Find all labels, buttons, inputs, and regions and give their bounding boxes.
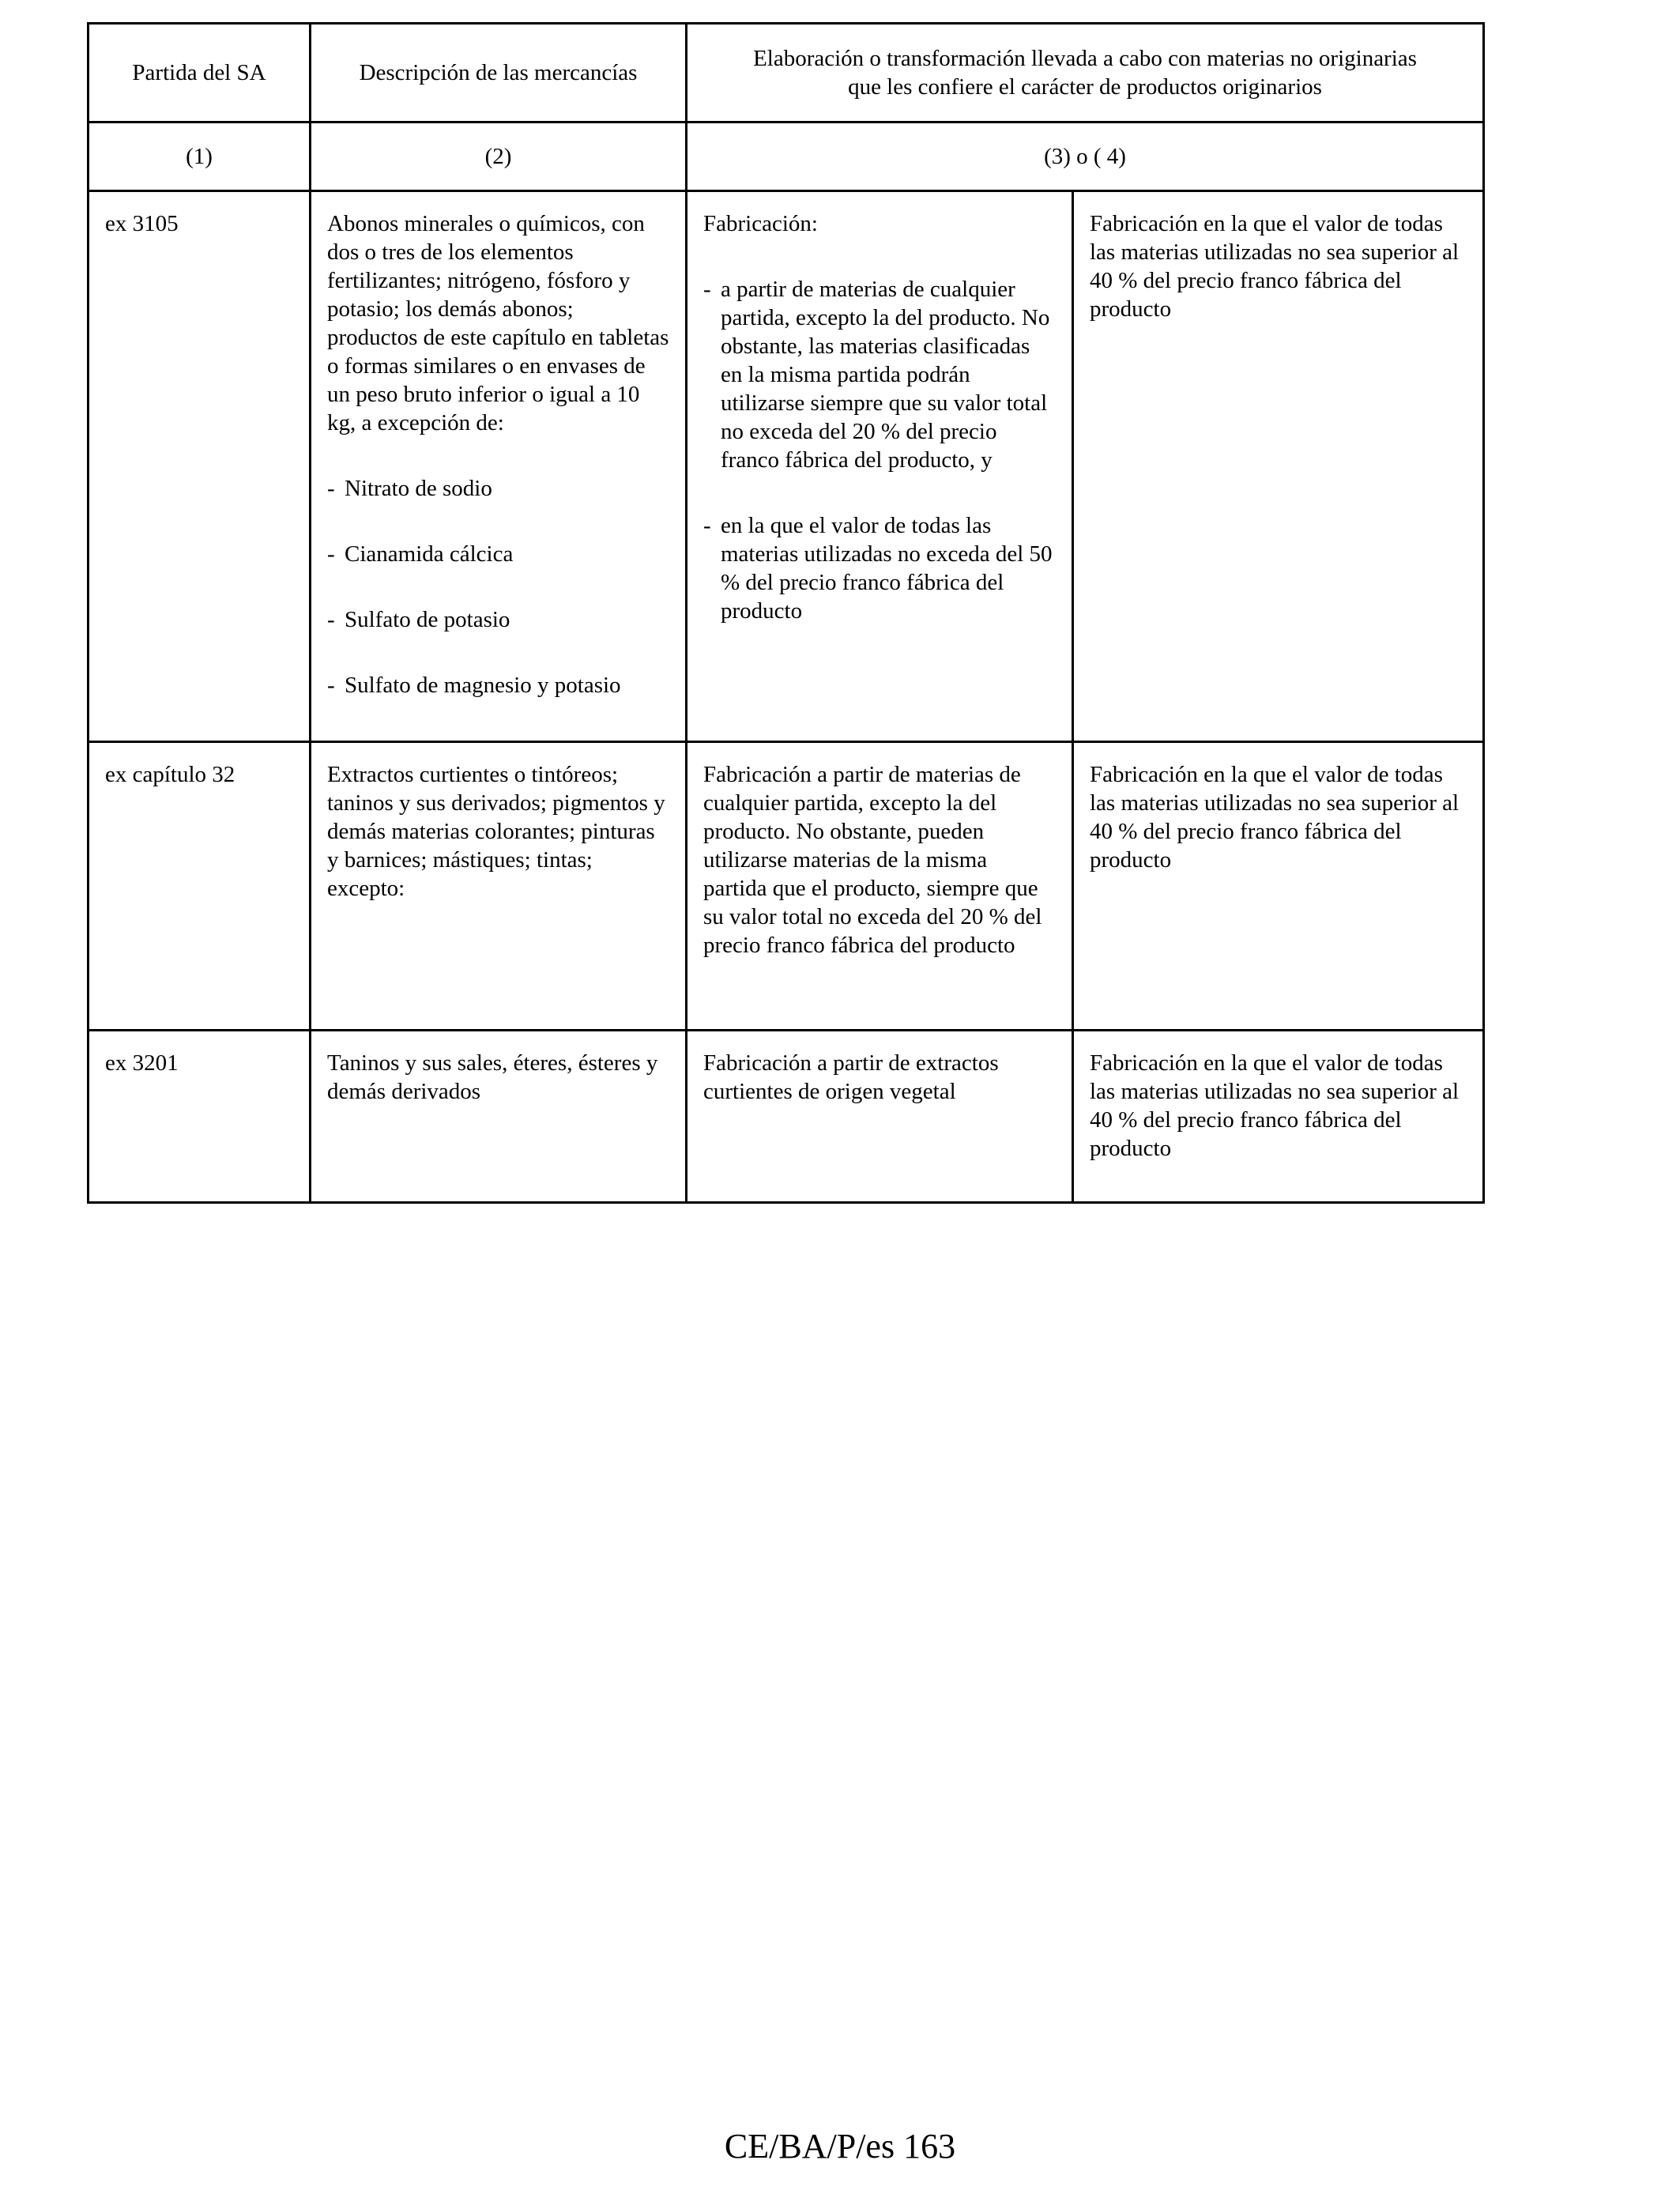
header-elaboracion (687, 24, 1484, 123)
header-elaboracion-line2: que les confiere el carácter de productos originarios (848, 74, 1322, 100)
row-alternativa: Fabricación en la que el valor de todas las materias utilizadas no sea superior al 40 % del precio franco fábrica del producto (1073, 742, 1484, 1031)
origin-rules-table (87, 22, 1485, 1204)
header-row (89, 24, 1484, 123)
column-number-2: (2) (311, 123, 687, 191)
row-partida: ex 3201 (89, 1031, 311, 1203)
row-alternativa: Fabricación en la que el valor de todas las materias utilizadas no sea superior al 40 % del precio franco fábrica del producto (1073, 1031, 1484, 1203)
row-descripcion: Extractos curtientes o tintóreos; taninos y sus derivados; pigmentos y demás materias colorantes; pinturas y barnices; mástiques; tintas; excepto: (311, 742, 687, 1031)
descripcion-text: Abonos minerales o químicos, con dos o tres de los elementos fertilizantes; nitrógeno, fósforo y potasio; los demás abonos; productos de este capítulo en tabletas o formas similares o en envases de un peso bruto inferior o igual a 10 kg, a excepción de: (327, 211, 669, 435)
header-elaboracion-line1: Elaboración o transformación llevada a cabo con materias no originarias (753, 46, 1417, 71)
row-alternativa: Fabricación en la que el valor de todas las materias utilizadas no sea superior al 40 % del precio franco fábrica del producto (1073, 191, 1484, 742)
row-elaboracion: Fabricación a partir de materias de cualquier partida, excepto la del producto. No obstante, pueden utilizarse materias de la misma partida que el producto, siempre que su valor total no exceda del 20 % del precio franco fábrica del producto (687, 742, 1073, 1031)
exception-item: - Cianamida cálcica (327, 541, 514, 567)
row-elaboracion (687, 191, 1073, 742)
page-footer-reference: CE/BA/P/es 163 (724, 2127, 956, 2166)
elaboracion-item: - a partir de materias de cualquier partida, excepto la del producto. No obstante, las materias clasificadas en la misma partida podrán utilizarse siempre que su valor total no exceda del 20 % del precio franco fábrica del producto, y (703, 277, 1050, 473)
row-descripcion: Taninos y sus sales, éteres, ésteres y demás derivados (311, 1031, 687, 1203)
elaboracion-intro: Fabricación: (703, 211, 818, 236)
elaboracion-item: - en la que el valor de todas las materias utilizadas no exceda del 50 % del precio franco fábrica del producto (703, 513, 1053, 624)
header-partida: Partida del SA (89, 24, 311, 123)
row-partida: ex 3105 (89, 191, 311, 742)
row-descripcion (311, 191, 687, 742)
row-partida: ex capítulo 32 (89, 742, 311, 1031)
column-number-3-4: (3) o ( 4) (687, 123, 1484, 191)
header-descripcion: Descripción de las mercancías (311, 24, 687, 123)
column-number-row (89, 123, 1484, 191)
row-elaboracion: Fabricación a partir de extractos curtientes de origen vegetal (687, 1031, 1073, 1203)
table-row (89, 742, 1484, 1031)
table-row (89, 191, 1484, 742)
exception-item: - Nitrato de sodio (327, 476, 492, 501)
table-row (89, 1031, 1484, 1203)
exception-item: - Sulfato de potasio (327, 607, 510, 632)
column-number-1: (1) (89, 123, 311, 191)
exception-item: - Sulfato de magnesio y potasio (327, 673, 621, 698)
